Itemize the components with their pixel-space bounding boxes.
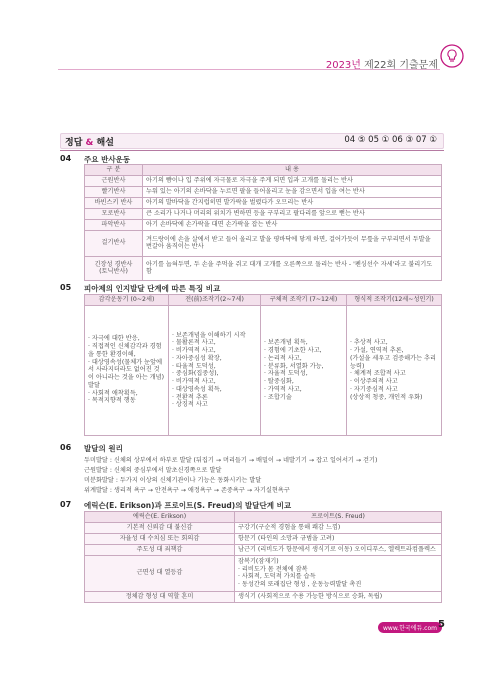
section-number: 05 xyxy=(60,283,72,292)
table-header: 전(前)조작기(2~7세) xyxy=(169,295,261,306)
principle-line: 근원발달 : 신체의 중심부에서 말초신경쪽으로 발달 xyxy=(84,467,222,474)
table-header: 프로이트(S. Freud) xyxy=(235,512,442,523)
header-rule xyxy=(58,69,440,70)
table-header: 에릭슨(E. Erikson) xyxy=(85,512,235,523)
formal-operational-cell: · 추상적 사고, · 가설, 연역적 추론, (가설을 세우고 검증해가는 추리능력) · 체계적 조합적 사고 · 이상주의적 사고 · 자기중심적 사고 (상상적 청중, 개인적 우화) xyxy=(347,305,442,435)
lightbulb-icon xyxy=(440,44,464,68)
section-number: 07 xyxy=(60,500,72,509)
section-title: 피아제의 인지발달 단계에 따른 특징 비교 xyxy=(84,284,221,293)
principle-line: 위계발달 : 생리적 욕구 → 안전욕구 → 애정욕구 → 존중욕구 → 자기실현욕구 xyxy=(84,487,290,494)
footer-url-badge: www.한국에듀.com xyxy=(378,622,442,633)
table-row: 파악반사 아기 손바닥에 손가락을 대면 손가락을 잡는 반사 xyxy=(85,219,442,230)
section-number: 06 xyxy=(60,443,72,452)
preoperational-cell: · 보존개념을 이해하기 시작 · 물활론적 사고, · 비가역적 사고, · 자아중심성 확장, · 타율적 도덕성, · 중심화(집중성), · 비가역적 사고, · 대상영속성 획득, · 전환적 추론 · 상징적 사고 xyxy=(169,305,261,435)
table-row: 빨기반사 누워 있는 아기의 손바닥을 누르면 팔을 들어올리고 눈을 감으면서 입을 여는 반사 xyxy=(85,186,442,197)
table-header: 감각운동기 (0~2세) xyxy=(85,295,169,306)
table-row: 정체감 형성 대 역할 혼미 생식기 (사회적으로 수용 가능한 방식으로 승화, 독립) xyxy=(85,591,442,602)
header-year: 2023년 xyxy=(325,60,361,71)
principle-line: 두미발달 : 신체의 상부에서 하부로 발달 (뒤집기 → 머리들기 → 배밀이 → 네발기기 → 잡고 일어서기 → 걷기) xyxy=(84,457,378,464)
answer-label: 정답 & 해설 xyxy=(65,138,114,148)
section-title: 발달의 원리 xyxy=(84,444,123,453)
table-row: 긴장성 경반사 (토닉반사) 아기를 눕혀두면, 두 손을 주먹을 쥐고 대개 고개를 오른쪽으로 돌리는 반사 - '펜싱선수 자세'라고 불리기도 함 xyxy=(85,256,442,280)
table-row: 바빈스키 반사 아기의 발바닥을 간지럽히면 발가락을 벌렸다가 오므리는 반사 xyxy=(85,197,442,208)
concrete-operational-cell: · 보존개념 획득, · 경험에 기초한 사고, · 논리적 사고, · 분류화, 서열화 가능, · 자율적 도덕성, · 탈중심화, · 가역적 사고, · 조합기술 xyxy=(261,305,347,435)
table-header: 내 용 xyxy=(143,165,442,176)
page-number: 5 xyxy=(438,619,445,630)
table-header: 구체적 조작기 (7~12세) xyxy=(261,295,347,306)
answer-bar xyxy=(60,133,444,149)
table-row xyxy=(85,305,442,435)
table-row: 근원반사 아기의 뺨이나 입 주위에 자극물로 자극을 주게 되면 입과 고개를 돌리는 반사 xyxy=(85,175,442,186)
piaget-table xyxy=(84,294,442,436)
table-row: 자율성 대 수치심 또는 회의감 항문기 (타인의 소망과 규범을 고려) xyxy=(85,533,442,544)
table-row: 근면성 대 열등감 잠복기(잠재기) · 리비도가 몸 전체에 잠복 · 사회적, 도덕적 가치를 습득 · 동성간의 또래집단 형성 , 운동능력발달 촉진 xyxy=(85,555,442,591)
answer-keys: 04 ⑤ 05 ① 06 ③ 07 ① xyxy=(344,135,437,145)
section-title: 에릭슨(E. Erikson)과 프로이트(S. Freud)의 발달단계 비교 xyxy=(84,501,292,510)
table-header: 구 분 xyxy=(85,165,143,176)
sensorimotor-cell: · 자극에 대한 반응, · 직접적인 신체감각과 경험을 통한 환경이해, · 대상영속성(물체가 눈앞에서 사라지더라도 없어진 것이 아니라는 것을 아는 개념) 발달 · 사회적 애착획득, · 목적지향적 행동 xyxy=(85,305,169,435)
table-row: 걸기반사 겨드랑이에 손을 살에서 받고 들어 올리고 발을 평바닥에 닿게 하면, 걸어가듯이 무릎을 구부리면서 두발을 번갈아 움직이는 반사 xyxy=(85,230,442,256)
section-title: 주요 반사운동 xyxy=(84,155,131,164)
table-row: 주도성 대 죄책감 남근기 (리비도가 항문에서 생식기로 이동) 오이디푸스, 엘렉트라컴플렉스 xyxy=(85,544,442,555)
reflex-table xyxy=(84,164,442,281)
table-row: 기본적 신뢰감 대 불신감 구강기(구순적 경험을 통해 쾌감 느낌) xyxy=(85,522,442,533)
table-header: 형식적 조작기(12세~성인기) xyxy=(347,295,442,306)
header-rest: 제22회 기출문제 xyxy=(360,60,438,71)
answer-underline xyxy=(60,150,444,151)
section-number: 04 xyxy=(60,154,72,163)
table-row: 모로반사 큰 소리가 나거나 머리의 위치가 변하면 등을 구부리고 팔다리를 앞으로 뻗는 반사 xyxy=(85,208,442,219)
erikson-freud-table xyxy=(84,511,442,603)
principle-line: 미분화발달 : 두가지 이상의 신체기관이나 기능은 동화시키는 발달 xyxy=(84,477,262,484)
